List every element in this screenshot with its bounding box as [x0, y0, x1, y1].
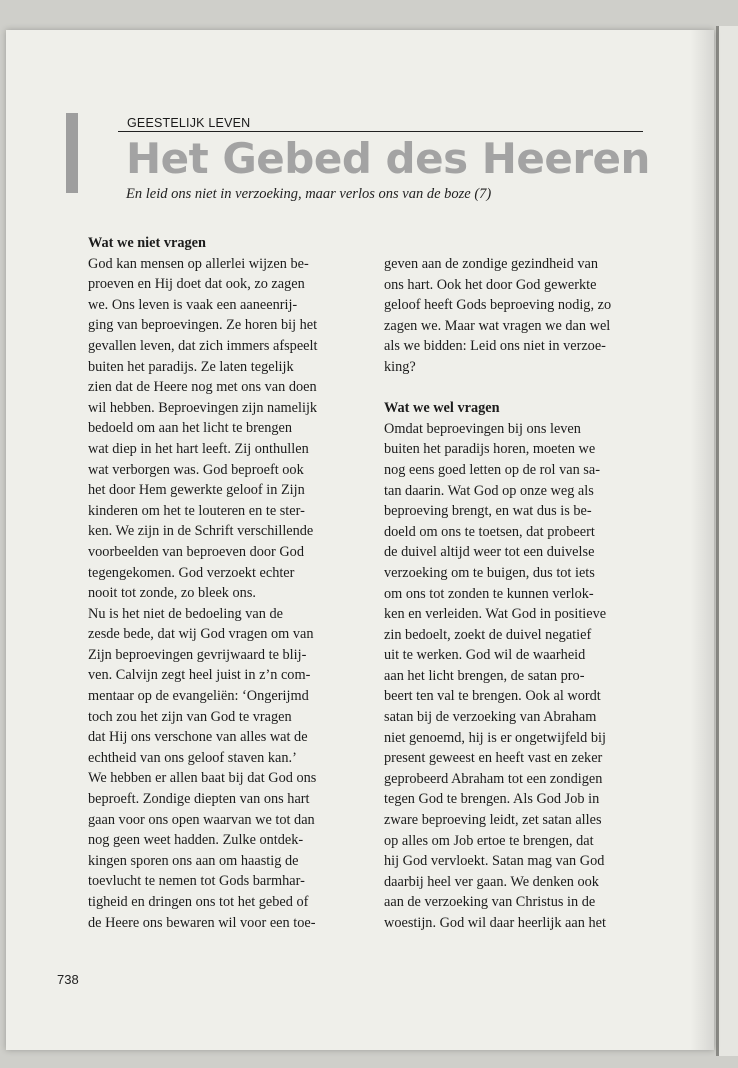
- text-line: present geweest en heeft vast en zeker: [384, 750, 603, 767]
- text-line: beproeving brengt, en wat dus is be-: [384, 503, 592, 520]
- right-column-intro: [384, 254, 669, 378]
- text-line: geprobeerd Abraham tot een zondigen: [384, 770, 603, 787]
- text-line: we. Ons leven is vaak een aaneenrij-: [88, 296, 298, 313]
- text-line: voorbeelden van beproeven door God: [88, 543, 304, 560]
- text-line: king?: [384, 358, 416, 375]
- text-line: ons hart. Ook het door God gewerkte: [384, 276, 597, 293]
- text-line: daarbij heel ver gaan. We denken ook: [384, 873, 599, 890]
- text-line: buiten het paradijs. Ze laten tegelijk: [88, 358, 294, 375]
- article-title: Het Gebed des Heeren: [126, 134, 650, 183]
- text-line: dat Hij ons verschone van alles wat de: [88, 729, 308, 746]
- left-column: [88, 233, 378, 933]
- text-line: aan de verzoeking van Christus in de: [384, 894, 596, 911]
- page-number: 738: [57, 972, 79, 987]
- text-line: wil hebben. Beproevingen zijn namelijk: [88, 399, 318, 416]
- text-line: geloof heeft Gods beproeving nodig, zo: [384, 297, 612, 314]
- text-line: de Heere ons bewaren wil voor een toe-: [88, 914, 316, 931]
- text-line: nog eens goed letten op de rol van sa-: [384, 461, 600, 478]
- right-column-heading: Wat we wel vragen: [384, 400, 500, 417]
- text-line: toevlucht te nemen tot Gods barmhar-: [88, 873, 305, 890]
- text-line: wat verborgen was. God beproeft ook: [88, 461, 304, 478]
- text-line: zien dat de Heere nog met ons van doen: [88, 379, 317, 396]
- text-line: geven aan de zondige gezindheid van: [384, 256, 598, 272]
- text-line: satan bij de verzoeking van Abraham: [384, 709, 597, 726]
- text-line: beproeft. Zondige diepten van ons hart: [88, 791, 310, 808]
- next-page-edge: [716, 26, 738, 1056]
- text-line: uit te werken. God wil de waarheid: [384, 647, 586, 664]
- text-line: toch zou het zijn van God te vragen: [88, 708, 292, 725]
- text-line: tan daarin. Wat God op onze weg als: [384, 482, 594, 499]
- right-column-body: [384, 419, 669, 934]
- text-line: om ons tot zonden te kunnen verlok-: [384, 585, 594, 602]
- text-line: wat diep in het hart leeft. Zij onthullen: [88, 440, 309, 457]
- right-column: [384, 254, 669, 934]
- paragraph-gap: [384, 378, 669, 399]
- text-line: gevallen leven, dat zich immers afspeelt: [88, 337, 318, 354]
- text-line: tegengekomen. God verzoekt echter: [88, 564, 295, 581]
- text-line: ken. We zijn in de Schrift verschillende: [88, 523, 314, 540]
- left-column-heading: Wat we niet vragen: [88, 235, 206, 251]
- article-subtitle: En leid ons niet in verzoeking, maar verlos ons van de boze (7): [126, 186, 492, 202]
- text-line: mentaar op de evangeliën: ‘Ongerijmd: [88, 688, 309, 705]
- text-line: God kan mensen op allerlei wijzen be-: [88, 255, 309, 272]
- text-line: beert ten val te brengen. Ook al wordt: [384, 688, 601, 705]
- text-line: bedoeld om aan het licht te brengen: [88, 420, 293, 437]
- spine-shadow: [690, 30, 714, 1050]
- text-line: Nu is het niet de bedoeling van de: [88, 605, 283, 622]
- text-line: buiten het paradijs horen, moeten we: [384, 441, 596, 458]
- text-line: ging van beproevingen. Ze horen bij het: [88, 317, 318, 334]
- text-line: tigheid en dringen ons tot het gebed of: [88, 894, 309, 910]
- text-line: proeven en Hij doet dat ook, zo zagen: [88, 276, 305, 293]
- text-line: kinderen om het te louteren en te ster-: [88, 502, 305, 519]
- text-line: de duivel altijd weer tot een duivelse: [384, 544, 595, 561]
- text-line: zin bedoelt, zoekt de duivel negatief: [384, 626, 592, 643]
- text-line: zware beproeving leidt, zet satan alles: [384, 812, 602, 829]
- left-column-body: [88, 254, 378, 934]
- text-line: nooit tot zonde, zo bleek ons.: [88, 585, 256, 602]
- text-line: het door Hem gewerkte geloof in Zijn: [88, 482, 305, 499]
- text-line: We hebben er allen baat bij dat God ons: [88, 770, 317, 787]
- text-line: nog geen weet hadden. Zulke ontdek-: [88, 832, 304, 849]
- text-line: gaan voor ons open waarvan we tot dan: [88, 811, 315, 828]
- text-line: Zijn beproevingen gevrijwaard te blij-: [88, 646, 307, 663]
- text-line: hij God vervloekt. Satan mag van God: [384, 853, 605, 870]
- text-line: Omdat beproevingen bij ons leven: [384, 420, 581, 437]
- text-line: kingen sporen ons aan om haastig de: [88, 852, 299, 869]
- header-rule: [118, 131, 643, 132]
- section-kicker: GEESTELIJK LEVEN: [127, 116, 251, 130]
- text-line: op alles om Job ertoe te brengen, dat: [384, 832, 594, 849]
- text-line: verzoeking om te buigen, dus tot iets: [384, 564, 595, 581]
- text-line: tegen God te brengen. Als God Job in: [384, 791, 600, 808]
- text-line: niet genoemd, hij is er ongetwijfeld bij: [384, 729, 606, 746]
- text-line: ken en verleiden. Wat God in positieve: [384, 606, 607, 623]
- text-line: doeld om ons te toetsen, dat probeert: [384, 523, 595, 540]
- text-line: als we bidden: Leid ons niet in verzoe-: [384, 338, 606, 355]
- text-line: zagen we. Maar wat vragen we dan wel: [384, 317, 611, 334]
- text-line: woestijn. God wil daar heerlijk aan het: [384, 915, 606, 931]
- text-line: zesde bede, dat wij God vragen om van: [88, 626, 314, 643]
- text-line: echtheid van ons geloof staven kan.’: [88, 749, 297, 766]
- text-line: aan het licht brengen, de satan pro-: [384, 667, 585, 684]
- text-line: ven. Calvijn zegt heel juist in z’n com-: [88, 667, 311, 684]
- header-accent-bar: [66, 113, 78, 193]
